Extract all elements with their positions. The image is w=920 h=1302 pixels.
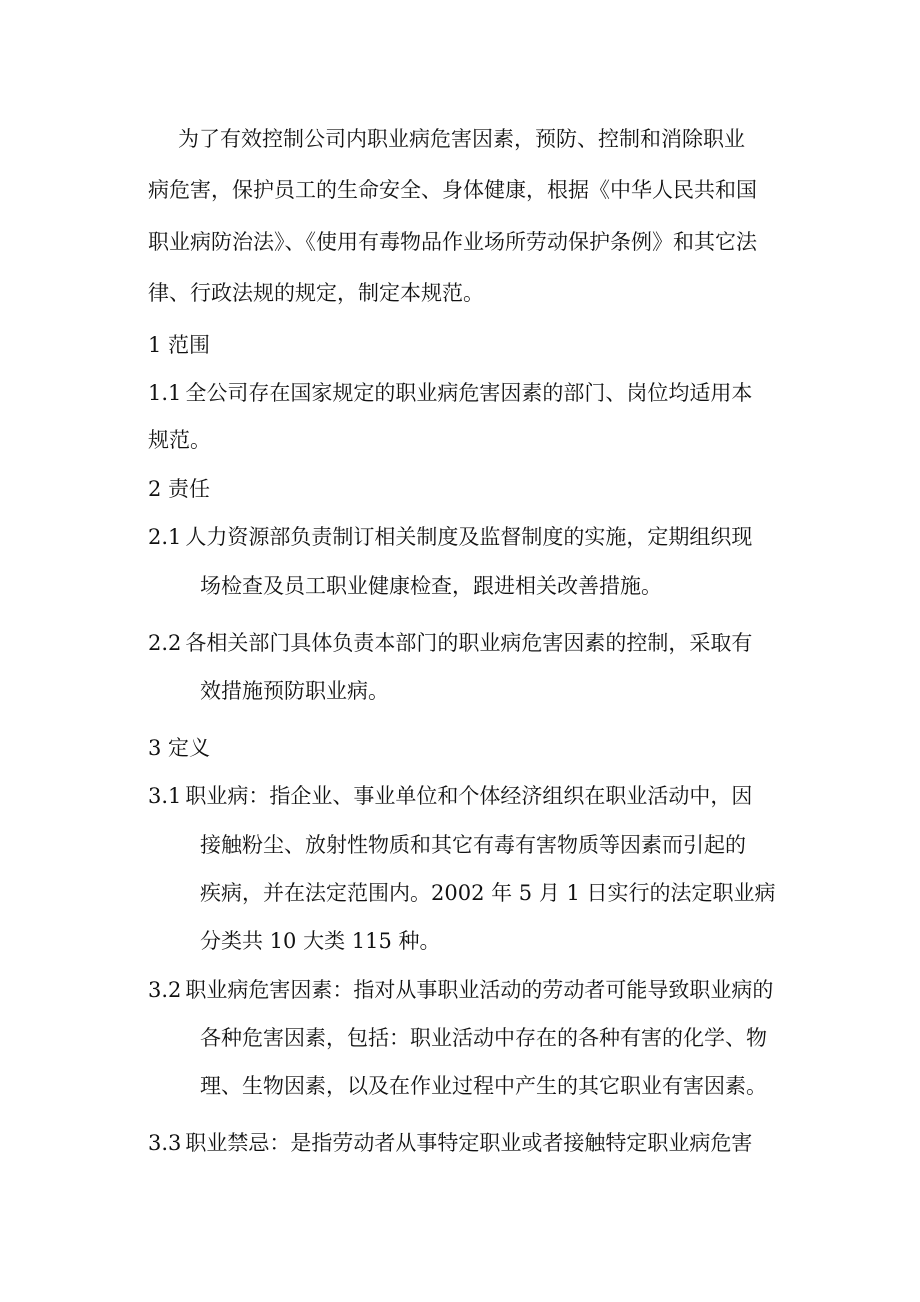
clause-text: 职业病危害因素：指对从事职业活动的劳动者可能导致职业病的 (185, 978, 774, 1002)
section-heading-scope: 1 范围 (148, 333, 211, 357)
clause-number: 3.2 (148, 978, 182, 1002)
intro-line-3: 职业病防治法》、《使用有毒物品作业场所劳动保护条例》和其它法 (148, 230, 757, 254)
clause-number: 3.3 (148, 1131, 182, 1155)
clause-3-3-line-1 (148, 1128, 752, 1158)
clause-number: 1.1 (148, 381, 182, 405)
clause-2-1-line-1 (148, 522, 752, 552)
intro-line-1: 为了有效控制公司内职业病危害因素，预防、控制和消除职业 (178, 127, 745, 151)
clause-1-1-line-2: 规范。 (148, 428, 211, 452)
clause-text: 职业禁忌：是指劳动者从事特定职业或者接触特定职业病危害 (185, 1131, 753, 1155)
clause-text: 职业病：指企业、事业单位和个体经济组织在职业活动中，因 (185, 784, 753, 808)
clause-2-1-line-2: 场检查及员工职业健康检查，跟进相关改善措施。 (200, 574, 662, 598)
clause-3-1-line-3: 疾病，并在法定范围内。2002 年 5 月 1 日实行的法定职业病 (200, 881, 776, 905)
clause-3-1-line-1 (148, 781, 752, 811)
clause-text: 各相关部门具体负责本部门的职业病危害因素的控制，采取有 (185, 631, 753, 655)
clause-3-1-line-2: 接触粉尘、放射性物质和其它有毒有害物质等因素而引起的 (200, 833, 746, 857)
clause-3-1-line-4: 分类共 10 大类 115 种。 (200, 929, 441, 953)
section-heading-responsibility: 2 责任 (148, 477, 211, 501)
clause-2-2-line-1 (148, 628, 752, 658)
clause-2-2-line-2: 效措施预防职业病。 (200, 679, 389, 703)
clause-text: 全公司存在国家规定的职业病危害因素的部门、岗位均适用本 (185, 381, 753, 405)
intro-line-2: 病危害，保护员工的生命安全、身体健康，根据《中华人民共和国 (148, 178, 757, 202)
clause-3-2-line-1 (148, 975, 773, 1005)
clause-number: 2.1 (148, 525, 182, 549)
clause-3-2-line-3: 理、生物因素，以及在作业过程中产生的其它职业有害因素。 (200, 1074, 767, 1098)
clause-text: 人力资源部负责制订相关制度及监督制度的实施，定期组织现 (185, 525, 753, 549)
intro-line-4: 律、行政法规的规定，制定本规范。 (148, 281, 484, 305)
section-heading-definitions: 3 定义 (148, 736, 211, 760)
clause-number: 3.1 (148, 784, 182, 808)
clause-3-2-line-2: 各种危害因素，包括：职业活动中存在的各种有害的化学、物 (200, 1026, 767, 1050)
clause-1-1-line-1 (148, 378, 752, 408)
clause-number: 2.2 (148, 631, 182, 655)
